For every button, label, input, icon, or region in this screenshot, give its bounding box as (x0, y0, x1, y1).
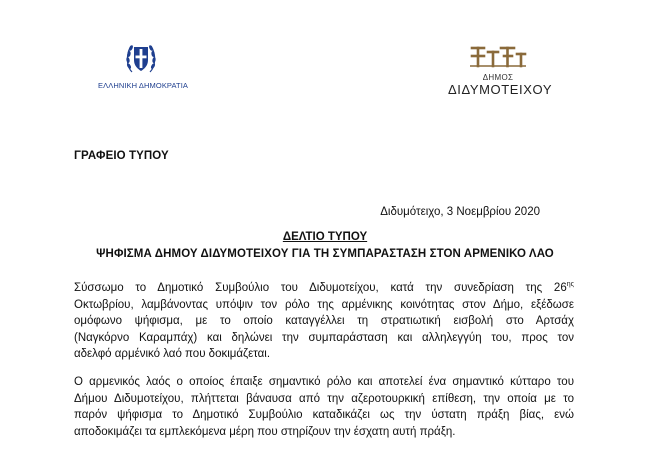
municipality-label: ΔΗΜΟΣ (482, 73, 514, 82)
paragraph-line: αποδοκιμάζει τα εμπλεκόμενα μέρη που στηρίζουν την έσχατη αυτή πράξη. (74, 425, 456, 438)
document-date: Διδυμότειχο, 3 Νοεμβρίου 2020 (380, 206, 540, 218)
paragraph-line: (Ναγκόρνο Καραμπάχ) και δηλώνει την συμπαράσταση και αλληλεγγύη του, προς τον (74, 331, 574, 344)
paragraph-line: αδελφό αρμένικό λαό που δοκιμάζεται. (74, 348, 271, 361)
press-release-title: ΨΗΦΙΣΜΑ ΔΗΜΟΥ ΔΙΔΥΜΟΤΕΙΧΟΥ ΓΙΑ ΤΗ ΣΥΜΠΑΡΑΣΤΑΣΗ ΣΤΟΝ ΑΡΜΕΝΙΚΟ ΛΑΟ (96, 248, 554, 260)
press-office-heading: ΓΡΑΦΕΙΟ ΤΥΠΟΥ (74, 150, 169, 162)
hellenic-republic-logo (98, 38, 188, 90)
hellenic-republic-caption: ΕΛΛΗΝΙΚΗ ΔΗΜΟΚΡΑΤΙΑ (98, 81, 188, 90)
paragraph-line: Σύσσωμο το Δημοτικό Συμβούλιο του Διδυμοτείχου, κατά την συνεδρίαση της $26^{\eta\varsigma}$ (74, 281, 574, 294)
paragraph-line: παρόν ψήφισμα το Δημοτικό Συμβούλιο καταδικάζει ως την ύστατη πράξη βίας, ενώ (74, 409, 574, 422)
paragraph-line: Ο αρμενικός λαός ο οποίος έπαιξε σημαντικό ρόλο και αποτελεί ένα σημαντικό κύτταρο του (74, 376, 574, 388)
paragraph-line: ομόφωνο ψήφισμα, με το οποίο καταγγέλλει τη στρατιωτική εισβολή στο Αρτσάχ (74, 315, 574, 328)
paragraph-resolution (74, 280, 574, 363)
greek-coat-of-arms-icon (124, 38, 158, 78)
paragraph-line: Δήμου Διδυμοτείχου, πλήττεται βάναυσα από την αζεροτουρκική επίθεση, την οποία με το (74, 392, 574, 405)
didymoteicho-castle-icon (468, 42, 528, 70)
municipality-logo (448, 42, 553, 97)
paragraph-condemnation (74, 374, 574, 440)
paragraph-line: Οκτωβρίου, λαμβάνοντας υπόψιν τον ρόλο της αρμένικης κοινότητας στον Δήμο, εξέδωσε (74, 298, 574, 311)
press-release-label: ΔΕΛΤΙΟ ΤΥΠΟΥ (282, 231, 368, 243)
ordinal-suffix: ης (566, 281, 574, 289)
municipality-name: ΔΙΔΥΜΟΤΕΙΧΟΥ (448, 82, 553, 97)
